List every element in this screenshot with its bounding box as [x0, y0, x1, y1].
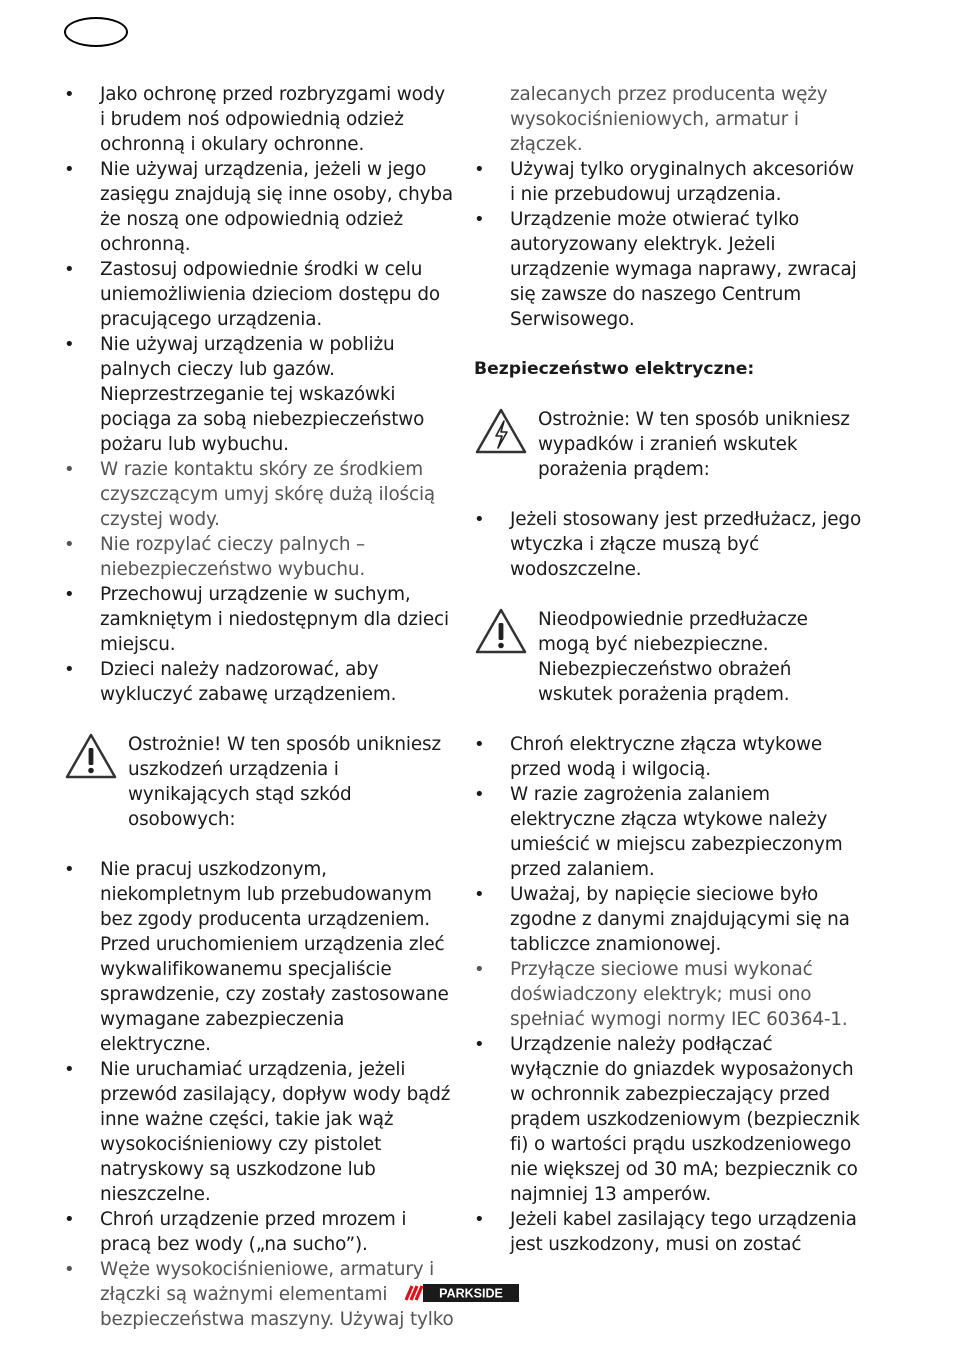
list-item: • Zastosuj odpowiednie środki w celu uniemożliwienia dzieciom dostępu do pracującego urządzenia.	[64, 257, 454, 332]
list-item: • Urządzenie należy podłączać wyłącznie do gniazdek wyposażonych w ochronnik zabezpieczający przed prądem uszkodzeniowym (bezpiecznik fi) o wartości prądu uszkodzeniowego nie większej od 30 mA; bezpiecznik co najmniej 13 amperów.	[474, 1032, 864, 1207]
electric-hazard-icon	[474, 407, 528, 455]
bullet-list	[474, 507, 864, 582]
warning-triangle-icon	[474, 607, 528, 655]
left-column	[64, 82, 454, 1332]
bullet-list	[64, 82, 454, 707]
list-item: • Nie używaj urządzenia w pobliżu palnych cieczy lub gazów. Nieprzestrzeganie tej wskazówki pociąga za sobą niebezpieczeństwo pożaru lub wybuchu.	[64, 332, 454, 457]
list-item: • Chroń elektryczne złącza wtykowe przed wodą i wilgocią.	[474, 732, 864, 782]
caution-text: Nieodpowiednie przedłużacze mogą być niebezpieczne. Niebezpieczeństwo obrażeń wskutek porażenia prądem.	[538, 609, 808, 705]
list-item: • Nie rozpylać cieczy palnych – niebezpieczeństwo wybuchu.	[64, 532, 454, 582]
list-item: • Jako ochronę przed rozbryzgami wody i brudem noś odpowiednią odzież ochronną i okulary ochronne.	[64, 82, 454, 157]
continued-text: zalecanych przez producenta węży wysokociśnieniowych, armatur i złączek.	[510, 84, 828, 155]
list-item: • Przyłącze sieciowe musi wykonać doświadczony elektryk; musi ono spełniać wymogi normy IEC 60364-1.	[474, 957, 864, 1032]
list-item: • Nie uruchamiać urządzenia, jeżeli przewód zasilający, dopływ wody bądź inne ważne części, takie jak wąż wysokociśnieniowy czy pistolet natryskowy są uszkodzone lub nieszczelne.	[64, 1057, 454, 1207]
list-item: • Urządzenie może otwierać tylko autoryzowany elektryk. Jeżeli urządzenie wymaga naprawy, zwracaj się zawsze do naszego Centrum Serwisowego.	[474, 207, 864, 332]
language-badge	[64, 17, 128, 47]
list-item: • Nie pracuj uszkodzonym, niekompletnym lub przebudowanym bez zgody producenta urządzeniem. Przed uruchomieniem urządzenia zleć wykwalifikowanemu specjaliście sprawdzenie, czy zostały zastosowane wymagane zabezpieczenia elektryczne.	[64, 857, 454, 1057]
parkside-logo	[403, 1284, 519, 1302]
list-item: • Jeżeli stosowany jest przedłużacz, jego wtyczka i złącze muszą być wodoszczelne.	[474, 507, 864, 582]
brand-name: PARKSIDE	[439, 1286, 503, 1301]
list-item: • Dzieci należy nadzorować, aby wykluczyć zabawę urządzeniem.	[64, 657, 454, 707]
bullet-list	[474, 732, 864, 1257]
bullet-list	[474, 157, 864, 332]
bullet-list	[64, 857, 454, 1332]
list-item: • Chroń urządzenie przed mrozem i pracą bez wody („na sucho”).	[64, 1207, 454, 1257]
list-item: • Uważaj, by napięcie sieciowe było zgodne z danymi znajdującymi się na tabliczce znamionowej.	[474, 882, 864, 957]
caution-text: Ostrożnie: W ten sposób unikniesz wypadków i zranień wskutek porażenia prądem:	[538, 409, 850, 480]
caution-notice	[64, 732, 454, 832]
caution-notice	[474, 607, 864, 707]
list-item: • Węże wysokociśnieniowe, armatury i złączki są ważnymi elementami bezpieczeństwa maszyny. Używaj tylko	[64, 1257, 454, 1332]
list-item: • Przechowuj urządzenie w suchym, zamkniętym i niedostępnym dla dzieci miejscu.	[64, 582, 454, 657]
list-item: • Nie używaj urządzenia, jeżeli w jego zasięgu znajdują się inne osoby, chyba że noszą one odpowiednią odzież ochronną.	[64, 157, 454, 257]
caution-text: Ostrożnie! W ten sposób unikniesz uszkodzeń urządzenia i wynikających stąd szkód osobowych:	[128, 734, 441, 830]
list-item: • Jeżeli kabel zasilający tego urządzenia jest uszkodzony, musi on zostać	[474, 1207, 864, 1257]
warning-triangle-icon	[64, 732, 118, 780]
list-item: • W razie kontaktu skóry ze środkiem czyszczącym umyj skórę dużą ilością czystej wody.	[64, 457, 454, 532]
list-item: • W razie zagrożenia zalaniem elektryczne złącza wtykowe należy umieścić w miejscu zabezpieczonym przed zalaniem.	[474, 782, 864, 882]
section-heading: Bezpieczeństwo elektryczne:	[474, 359, 755, 379]
list-item: • Używaj tylko oryginalnych akcesoriów i nie przebudowuj urządzenia.	[474, 157, 864, 207]
right-column	[474, 82, 864, 1257]
electric-caution-notice	[474, 407, 864, 482]
